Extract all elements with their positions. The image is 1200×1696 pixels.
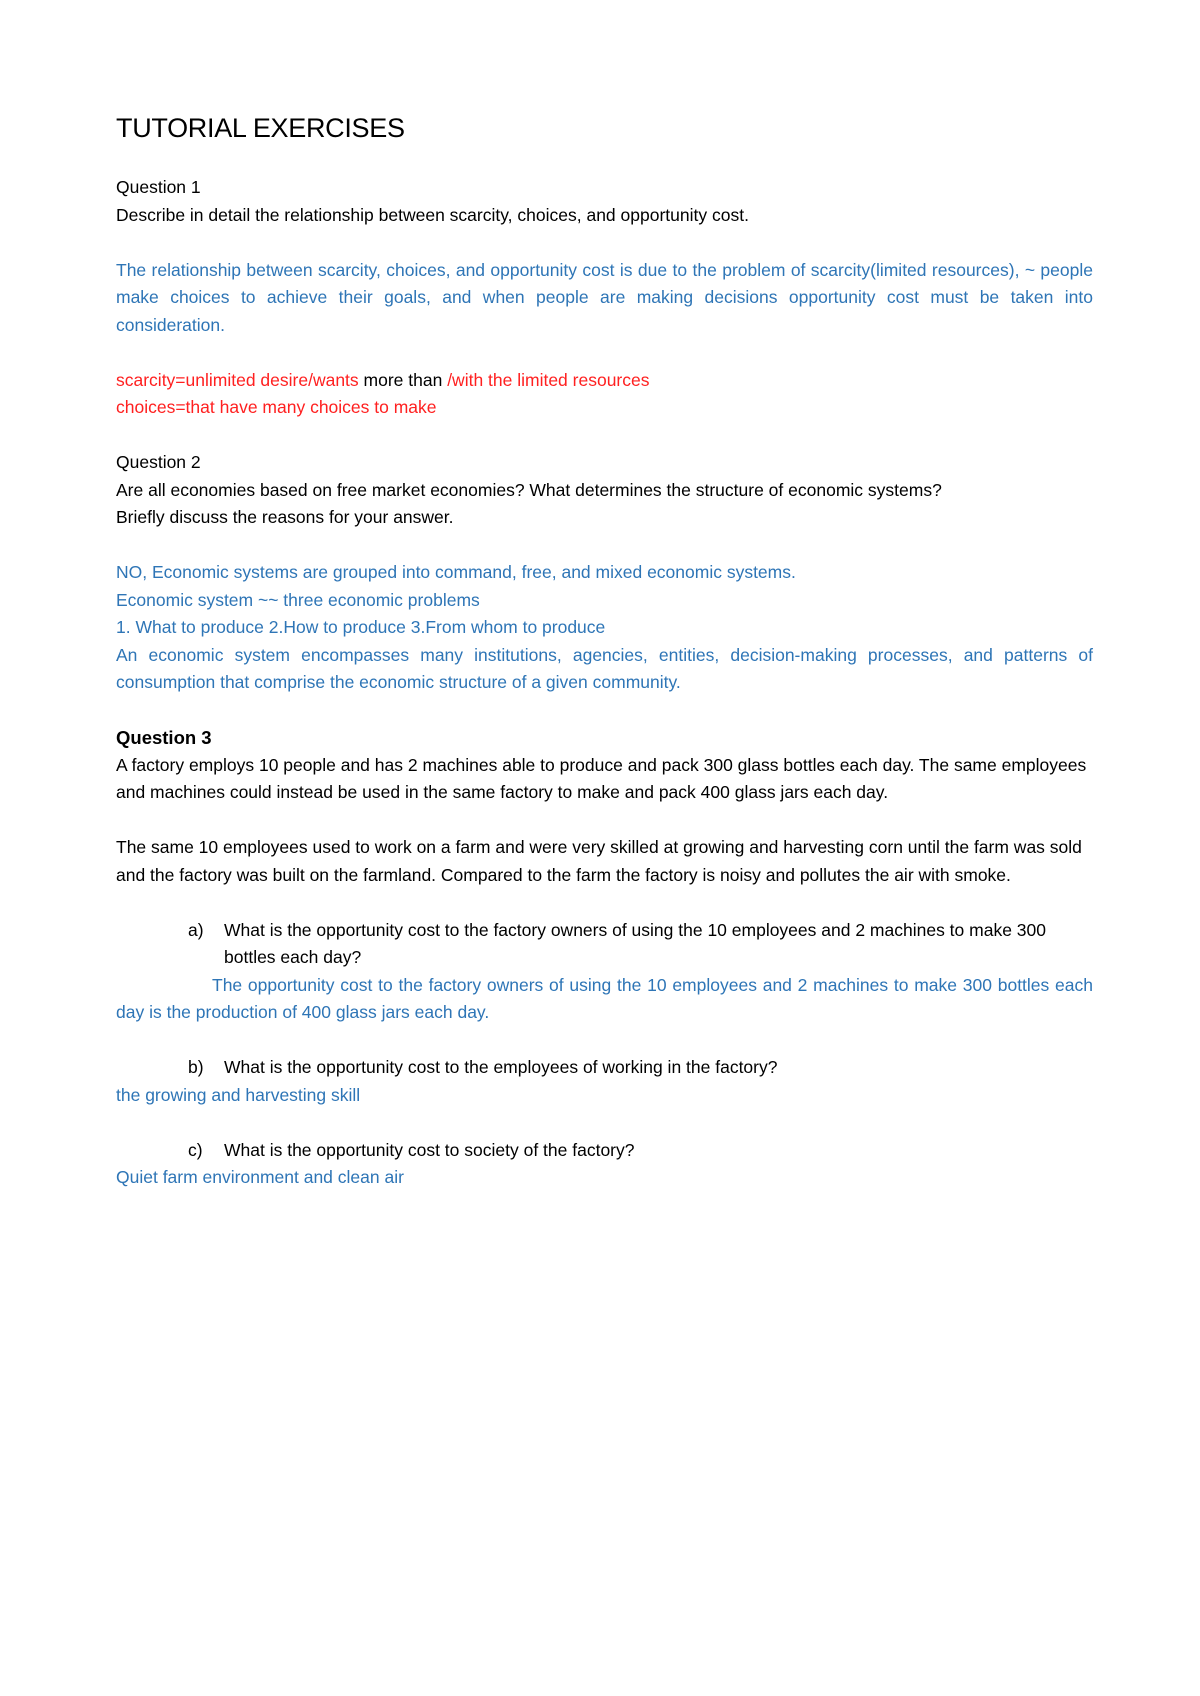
q2-answer-line1: NO, Economic systems are grouped into command, free, and mixed economic systems. [116,562,796,582]
q3-c-question: What is the opportunity cost to society of the factory? [224,1139,635,1160]
q3-subquestion-c [116,1137,1093,1165]
q1-note-scarcity [116,367,1093,395]
q2-answer-line3: 1. What to produce 2.How to produce 3.From whom to produce [116,617,606,637]
q3-paragraph-2: The same 10 employees used to work on a farm and were very skilled at growing and harvesting corn until the farm was sold and the factory was built on the farmland. Compared to the farm the factory is noisy and pollutes the air with smoke. [116,837,1082,885]
q1-note-choices: choices=that have many choices to make [116,397,437,417]
q1-note-scarcity-part2: more than [363,369,448,390]
spacer [116,422,1093,450]
spacer [116,697,1093,725]
q3-paragraph-1: A factory employs 10 people and has 2 machines able to produce and pack 300 glass bottles each day. The same employees and machines could instead be used in the same factory to make and pack 400 glass jars each day. [116,754,1087,802]
spacer [116,1109,1093,1137]
q3-c-letter: c) [188,1139,203,1160]
q3-a-answer: The opportunity cost to the factory owners of using the 10 employees and 2 machines to make 300 bottles each day is the production of 400 glass jars each day. [116,974,1093,1022]
q3-b-answer: the growing and harvesting skill [116,1084,361,1105]
spacer [116,889,1093,917]
q1-answer: The relationship between scarcity, choices, and opportunity cost is due to the problem of scarcity(limited resources), ~ people make choices to achieve their goals, and when people are making decisions opportunity cost must be taken into consideration. [116,259,1093,335]
q3-b-question: What is the opportunity cost to the employees of working in the factory? [224,1057,778,1077]
document-page [116,110,1093,1192]
q2-answer-line2: Economic system ~~ three economic problems [116,589,480,610]
q1-heading: Question 1 [116,177,201,197]
q1-note-scarcity-part3: /with the limited resources [447,369,650,390]
q3-c-answer: Quiet farm environment and clean air [116,1167,404,1187]
q3-heading: Question 3 [116,727,212,748]
q1-prompt: Describe in detail the relationship between scarcity, choices, and opportunity cost. [116,204,749,225]
spacer [116,229,1093,257]
spacer [116,339,1093,367]
spacer [116,807,1093,835]
q2-answer-line4: An economic system encompasses many institutions, agencies, entities, decision-making processes, and patterns of consumption that comprise the economic structure of a given community. [116,644,1093,692]
q1-note-scarcity-part1: scarcity=unlimited desire/wants [116,369,364,390]
q3-a-letter: a) [188,919,204,940]
spacer [116,1027,1093,1055]
q2-prompt-line2: Briefly discuss the reasons for your answer. [116,507,454,527]
q3-a-question: What is the opportunity cost to the factory owners of using the 10 employees and 2 machines to make 300 bottles each day? [224,919,1046,967]
spacer [116,532,1093,560]
q2-prompt-line1: Are all economies based on free market economies? What determines the structure of economic systems? [116,479,942,500]
q2-heading: Question 2 [116,452,201,472]
q3-subquestion-b [116,1054,1093,1082]
page-title: TUTORIAL EXERCISES [116,113,405,143]
q3-subquestion-a [116,917,1093,972]
q3-b-letter: b) [188,1057,204,1077]
